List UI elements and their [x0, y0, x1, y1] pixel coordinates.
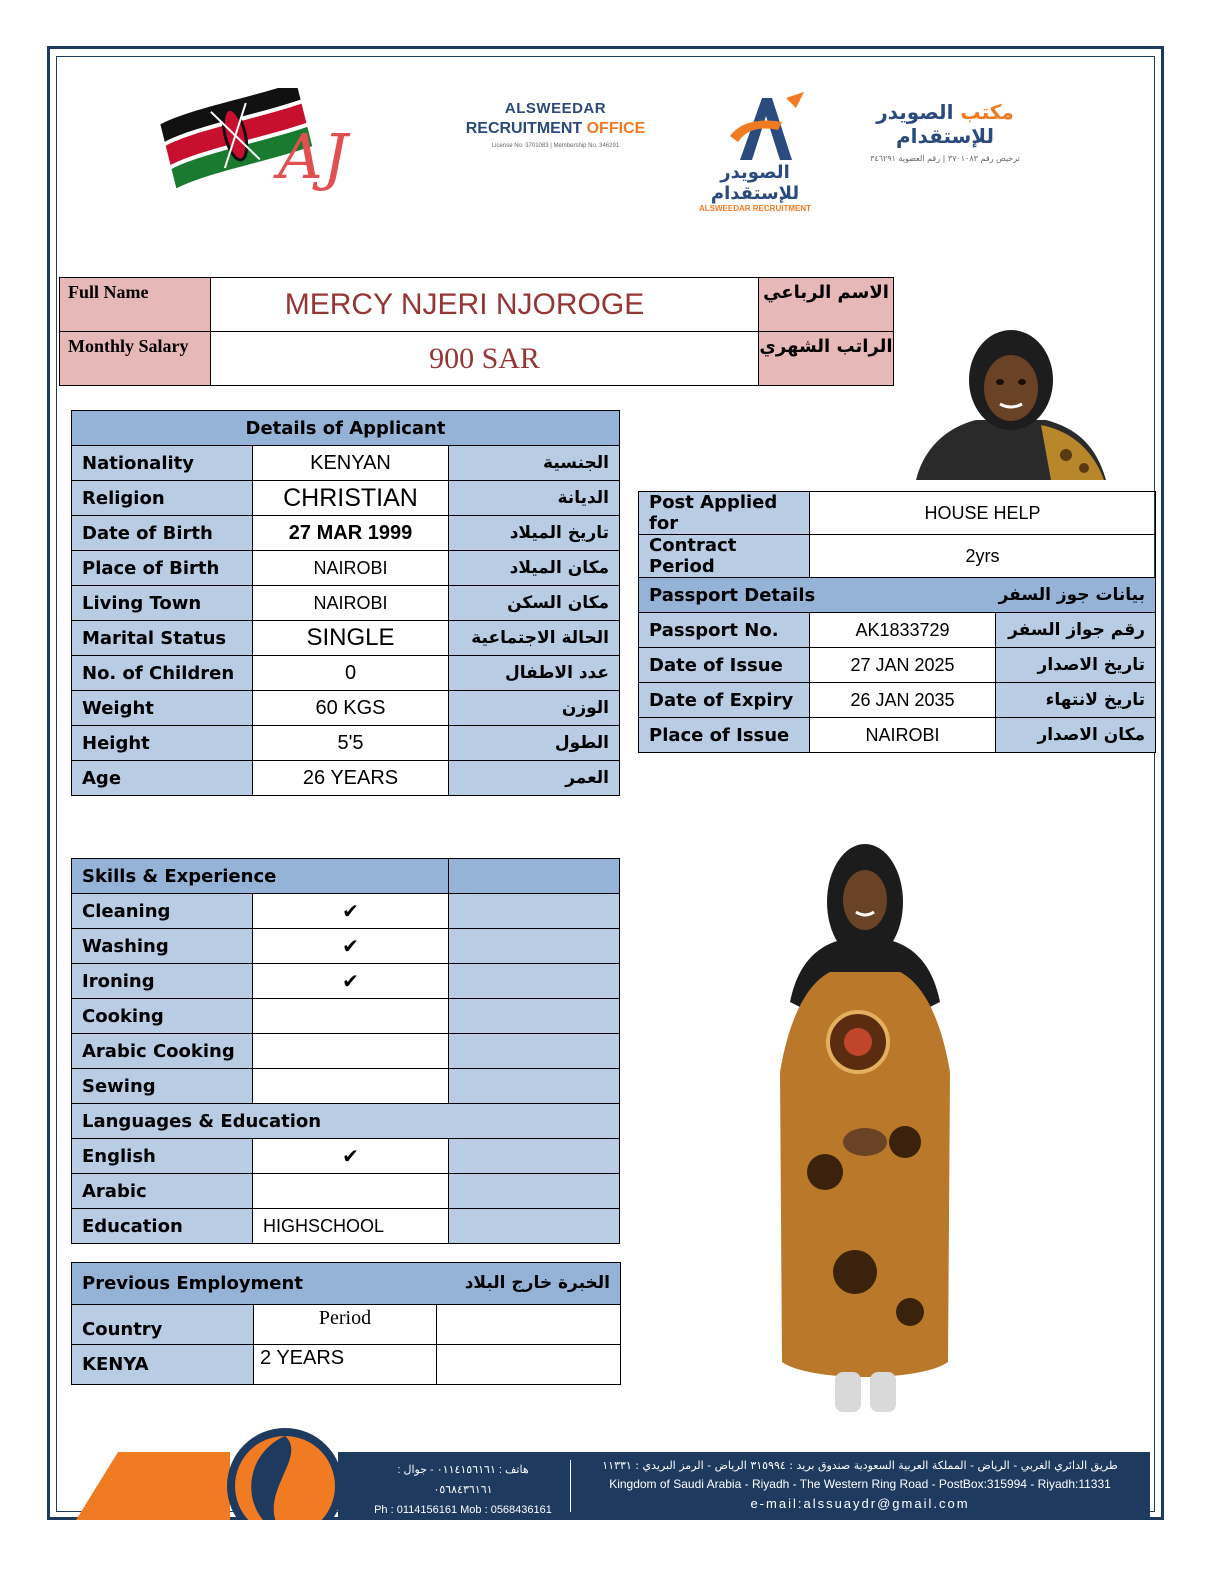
table-row	[639, 648, 1156, 683]
table-row	[72, 894, 620, 929]
living-town-arabic: مكان السكن	[449, 586, 620, 621]
height-arabic: الطول	[449, 726, 620, 761]
table-row	[639, 613, 1156, 648]
weight-arabic: الوزن	[449, 691, 620, 726]
passport-no-value: AK1833729	[810, 613, 996, 648]
blank-cell	[449, 894, 620, 929]
agency-arabic-sweedar: الصويدر للإستقدام	[876, 100, 994, 148]
passport-title: Passport Details	[649, 584, 816, 606]
footer-phone	[368, 1460, 558, 1520]
contract-label: Contract Period	[639, 535, 810, 578]
age-label: Age	[72, 761, 253, 796]
footer-logo-shapes-icon	[70, 1428, 370, 1520]
place-of-issue-label: Place of Issue	[639, 718, 810, 753]
lang-english-label: English	[72, 1139, 253, 1174]
footer-phone-english: Ph : 0114156161 Mob : 0568436161	[374, 1504, 552, 1516]
contract-value: 2yrs	[810, 535, 1156, 578]
passport-no-arabic: رقم جواز السفر	[996, 613, 1156, 648]
skills-table	[71, 858, 620, 1244]
table-row	[72, 929, 620, 964]
table-row	[639, 492, 1156, 535]
place-of-birth-value: NAIROBI	[253, 551, 449, 586]
footer	[70, 1428, 1150, 1520]
applicant-details-table	[71, 410, 620, 796]
issue-date-arabic: تاريخ الاصدار	[996, 648, 1156, 683]
employment-title-arabic: الخبرة خارج البلاد	[464, 1273, 611, 1293]
skill-arabic-cooking-check	[253, 1034, 449, 1069]
blank-cell	[449, 929, 620, 964]
height-value: 5'5	[253, 726, 449, 761]
marital-status-value: SINGLE	[253, 621, 449, 656]
agency-name-line2	[463, 120, 648, 138]
blank-cell	[449, 1069, 620, 1104]
table-row	[72, 1174, 620, 1209]
skill-washing-label: Washing	[72, 929, 253, 964]
footer-separator	[570, 1460, 571, 1512]
place-of-issue-arabic: مكان الاصدار	[996, 718, 1156, 753]
blank-cell	[449, 1209, 620, 1244]
skill-cleaning-check: ✔	[253, 894, 449, 929]
height-label: Height	[72, 726, 253, 761]
footer-address-english: Kingdom of Saudi Arabia - Riyadh - The Western Ring Road - PostBox:315994 - Riyadh:11331	[609, 1477, 1111, 1491]
svg-text:AJ: AJ	[278, 120, 348, 193]
skill-arabic-cooking-label: Arabic Cooking	[72, 1034, 253, 1069]
table-row	[72, 621, 620, 656]
table-row	[72, 1139, 620, 1174]
place-of-birth-label: Place of Birth	[72, 551, 253, 586]
nationality-arabic: الجنسية	[449, 446, 620, 481]
blank-cell	[449, 1034, 620, 1069]
table-row	[72, 761, 620, 796]
table-row	[72, 481, 620, 516]
salary-label: Monthly Salary	[60, 332, 211, 386]
religion-arabic: الديانة	[449, 481, 620, 516]
dob-value: 27 MAR 1999	[253, 516, 449, 551]
place-of-birth-arabic: مكان الميلاد	[449, 551, 620, 586]
table-row	[72, 1034, 620, 1069]
salary-arabic-label: الراتب الشهري	[759, 332, 894, 386]
identity-table	[59, 277, 894, 386]
salary-value: 900 SAR	[211, 332, 759, 386]
issue-date-value: 27 JAN 2025	[810, 648, 996, 683]
table-row	[72, 1069, 620, 1104]
skill-sewing-check	[253, 1069, 449, 1104]
passport-title-arabic: بيانات جوز السفر	[998, 584, 1146, 605]
full-name-arabic-label: الاسم الرباعي	[759, 278, 894, 332]
children-value: 0	[253, 656, 449, 691]
table-row	[72, 691, 620, 726]
post-value: HOUSE HELP	[810, 492, 1156, 535]
table-row	[72, 1209, 620, 1244]
blank-cell	[437, 1305, 621, 1345]
lang-arabic-label: Arabic	[72, 1174, 253, 1209]
skill-sewing-label: Sewing	[72, 1069, 253, 1104]
dob-arabic: تاريخ الميلاد	[449, 516, 620, 551]
period-value: 2 YEARS	[254, 1345, 437, 1385]
details-title: Details of Applicant	[72, 411, 620, 446]
table-row	[639, 578, 1156, 613]
employment-title-row	[72, 1263, 621, 1305]
skill-cleaning-label: Cleaning	[72, 894, 253, 929]
agency-license-line: License No. 3701083 | Membership No. 346291	[491, 143, 620, 149]
footer-address	[580, 1456, 1140, 1513]
agency-arabic-license: ترخيص رقم ٣٧٠١٠٨٣ | رقم العضوية ٣٤٦٢٩١	[870, 154, 1020, 163]
lang-arabic-check	[253, 1174, 449, 1209]
applicant-headshot-photo	[916, 330, 1106, 480]
table-row	[72, 586, 620, 621]
skills-title: Skills & Experience	[72, 859, 449, 894]
education-label: Education	[72, 1209, 253, 1244]
marital-status-arabic: الحالة الاجتماعية	[449, 621, 620, 656]
letter-a-logo-icon	[700, 92, 810, 162]
expiry-date-label: Date of Expiry	[639, 683, 810, 718]
table-row	[639, 718, 1156, 753]
table-row	[72, 726, 620, 761]
country-value: KENYA	[72, 1345, 254, 1385]
weight-label: Weight	[72, 691, 253, 726]
skill-cooking-label: Cooking	[72, 999, 253, 1034]
applicant-full-body-photo	[770, 842, 960, 1416]
employment-title: Previous Employment	[82, 1273, 303, 1294]
place-of-issue-value: NAIROBI	[810, 718, 996, 753]
employment-table	[71, 1262, 621, 1385]
agency-arabic-maktab: مكتب	[960, 100, 1014, 124]
country-label: Country	[72, 1305, 254, 1345]
education-value: HIGHSCHOOL	[253, 1209, 449, 1244]
skill-ironing-label: Ironing	[72, 964, 253, 999]
full-name-value: MERCY NJERI NJOROGE	[211, 278, 759, 332]
table-row	[72, 999, 620, 1034]
expiry-date-value: 26 JAN 2035	[810, 683, 996, 718]
children-arabic: عدد الاطفال	[449, 656, 620, 691]
living-town-value: NAIROBI	[253, 586, 449, 621]
nationality-value: KENYAN	[253, 446, 449, 481]
weight-value: 60 KGS	[253, 691, 449, 726]
table-row	[72, 1305, 621, 1345]
footer-address-arabic: طريق الدائري الغربي - الرياض - المملكة العربية السعودية صندوق بريد : ٣١٥٩٩٤ الرياض - الرمز البريدي : ١١٣٣١	[602, 1459, 1118, 1472]
issue-date-label: Date of Issue	[639, 648, 810, 683]
footer-email[interactable]: e-mail:alssuaydr@gmail.com	[750, 1496, 970, 1511]
marital-status-label: Marital Status	[72, 621, 253, 656]
skill-washing-check: ✔	[253, 929, 449, 964]
period-label: Period	[254, 1305, 437, 1345]
agency-logo-english	[463, 100, 648, 162]
children-label: No. of Children	[72, 656, 253, 691]
agency-logo-arabic	[845, 100, 1045, 163]
nationality-label: Nationality	[72, 446, 253, 481]
skills-title-blank	[449, 859, 620, 894]
skill-ironing-check: ✔	[253, 964, 449, 999]
skill-cooking-check	[253, 999, 449, 1034]
full-name-label: Full Name	[60, 278, 211, 332]
table-row	[72, 656, 620, 691]
blank-cell	[449, 1139, 620, 1174]
agency-mark-arabic: الصويدر للإستقدام	[710, 162, 800, 204]
religion-value: CHRISTIAN	[253, 481, 449, 516]
agency-name-line1: ALSWEEDAR	[504, 100, 607, 117]
table-row	[72, 516, 620, 551]
table-row	[72, 964, 620, 999]
age-value: 26 YEARS	[253, 761, 449, 796]
passport-table	[638, 491, 1156, 753]
table-row	[72, 551, 620, 586]
blank-cell	[437, 1345, 621, 1385]
age-arabic: العمر	[449, 761, 620, 796]
agency-name-office: OFFICE	[586, 120, 646, 137]
agency-arabic-name	[845, 100, 1045, 148]
post-label: Post Applied for	[639, 492, 810, 535]
religion-label: Religion	[72, 481, 253, 516]
blank-cell	[449, 964, 620, 999]
expiry-date-arabic: تاريخ لانتهاء	[996, 683, 1156, 718]
blank-cell	[449, 1174, 620, 1209]
dob-label: Date of Birth	[72, 516, 253, 551]
table-row	[72, 446, 620, 481]
table-row	[639, 683, 1156, 718]
table-row	[72, 1345, 621, 1385]
agency-mark-logo	[680, 92, 830, 213]
footer-phone-arabic: هاتف : ٠١١٤١٥٦١٦١ - جوال : ٠٥٦٨٤٣٦١٦١	[397, 1464, 529, 1496]
languages-title: Languages & Education	[72, 1104, 620, 1139]
agency-mark-english: ALSWEEDAR RECRUITMENT	[699, 204, 811, 213]
kenya-flag-logo	[158, 88, 373, 208]
table-row	[639, 535, 1156, 578]
passport-no-label: Passport No.	[639, 613, 810, 648]
blank-cell	[449, 999, 620, 1034]
living-town-label: Living Town	[72, 586, 253, 621]
passport-title-row	[639, 578, 1156, 613]
lang-english-check: ✔	[253, 1139, 449, 1174]
agency-name-recruitment: RECRUITMENT	[465, 120, 583, 137]
